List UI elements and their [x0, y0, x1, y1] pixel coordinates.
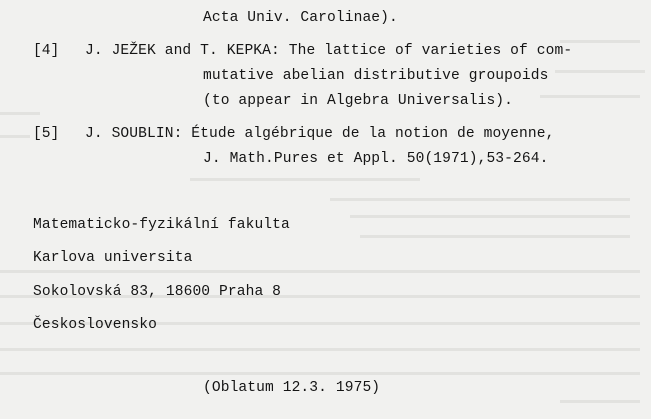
received-date: (Oblatum 12.3. 1975) [203, 380, 381, 396]
reference-continuation: Acta Univ. Carolinae). [203, 10, 398, 26]
affiliation-university: Karlova universita [33, 250, 193, 266]
reference-4-number: [4] [33, 43, 60, 59]
affiliation-country: Československo [33, 317, 158, 333]
reference-5-line-1: J. SOUBLIN: Étude algébrique de la notion de moyenne, [85, 126, 555, 142]
reference-5-line-2: J. Math.Pures et Appl. 50(1971),53-264. [203, 151, 549, 167]
reference-5-number: [5] [33, 126, 60, 142]
reference-4-line-2: mutative abelian distributive groupoids [203, 68, 549, 84]
affiliation-faculty: Matematicko-fyzikální fakulta [33, 217, 290, 233]
affiliation-address: Sokolovská 83, 18600 Praha 8 [33, 284, 282, 300]
reference-4-line-3: (to appear in Algebra Universalis). [203, 93, 514, 109]
reference-4-line-1: J. JEŽEK and T. KEPKA: The lattice of varieties of com- [85, 43, 573, 59]
